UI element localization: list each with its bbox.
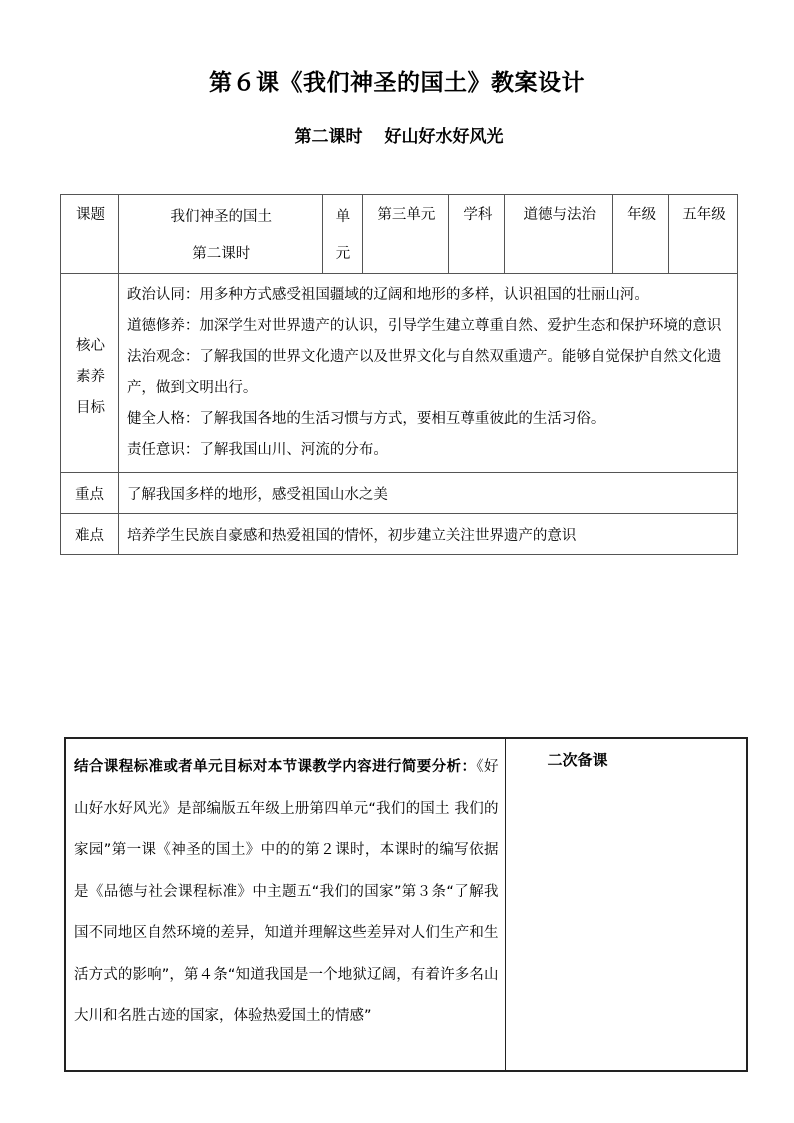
analysis-table [64,737,748,1072]
goals-label [61,274,119,473]
goal-item-moral: 道德修养：加深学生对世界遗产的认识，引导学生建立尊重自然、爱护生态和保护环境的意识 [126,318,722,334]
difficulty-value: 培养学生民族自豪感和热爱祖国的情怀，初步建立关注世界遗产的意识 [118,514,737,555]
unit-label-line1: 单 [335,209,351,225]
subject-label: 学科 [449,195,505,274]
analysis-paragraph [74,747,499,1038]
difficulty-row [61,514,738,555]
goals-label-line1: 核心 [75,337,105,354]
topic-value-line2: 第二课时 [192,246,251,262]
unit-label-line2: 元 [335,246,351,262]
goal-item-responsibility: 责任意识：了解我国山川、河流的分布。 [126,442,388,458]
goal-item-law: 法治观念：了解我国的世界文化遗产以及世界文化与自然双重遗产。能够自觉保护自然文化遗产，做到文明出行。 [126,349,722,396]
goals-content [118,274,737,473]
topic-label: 课题 [61,195,119,274]
subtitle-period: 第二课时 [294,127,363,147]
subject-value: 道德与法治 [505,195,613,274]
analysis-row [65,738,747,1071]
analysis-cell [65,738,505,1071]
grade-value: 五年级 [669,195,738,274]
key-point-row [61,473,738,514]
document-title: 第６课《我们神圣的国土》教案设计 [209,70,585,96]
difficulty-label: 难点 [61,514,119,555]
document-subtitle [0,122,794,147]
info-header-row [61,195,738,274]
analysis-lead: 结合课程标准或者单元目标对本节课教学内容进行简要分析： [74,759,477,775]
goals-row [61,274,738,473]
goals-label-line2: 素养 [75,368,105,385]
key-point-value: 了解我国多样的地形，感受祖国山水之美 [118,473,737,514]
topic-value-line1: 我们神圣的国土 [170,209,272,225]
analysis-body: 《好山好水好风光》是部编版五年级上册第四单元“我们的国土 我们的家园”第一课《神圣的国土》中的的第２课时，本课时的编写依据是《品德与社会课程标准》中主题五“我们的国家”第３条“了解我国不同地区自然环境的差异，知道并理解这些差异对人们生产和生活方式的影响”，第４条“知道我国是一个地狱辽阔，有着许多名山大川和名胜古迹的国家，体验热爱国土的情感” [74,759,499,1024]
grade-label: 年级 [613,195,669,274]
subtitle-lesson-name: 好山好水好风光 [384,127,504,147]
unit-label [322,195,362,274]
unit-value: 第三单元 [362,195,449,274]
topic-value [118,195,322,274]
goals-label-line3: 目标 [75,399,105,416]
second-prep-cell: 二次备课 [505,738,747,1071]
goal-item-personality: 健全人格：了解我国各地的生活习惯与方式，要相互尊重彼此的生活习俗。 [126,411,606,427]
key-point-label: 重点 [61,473,119,514]
goal-item-political: 政治认同：用多种方式感受祖国疆域的辽阔和地形的多样，认识祖国的壮丽山河。 [126,287,649,303]
lesson-info-table [60,194,738,555]
